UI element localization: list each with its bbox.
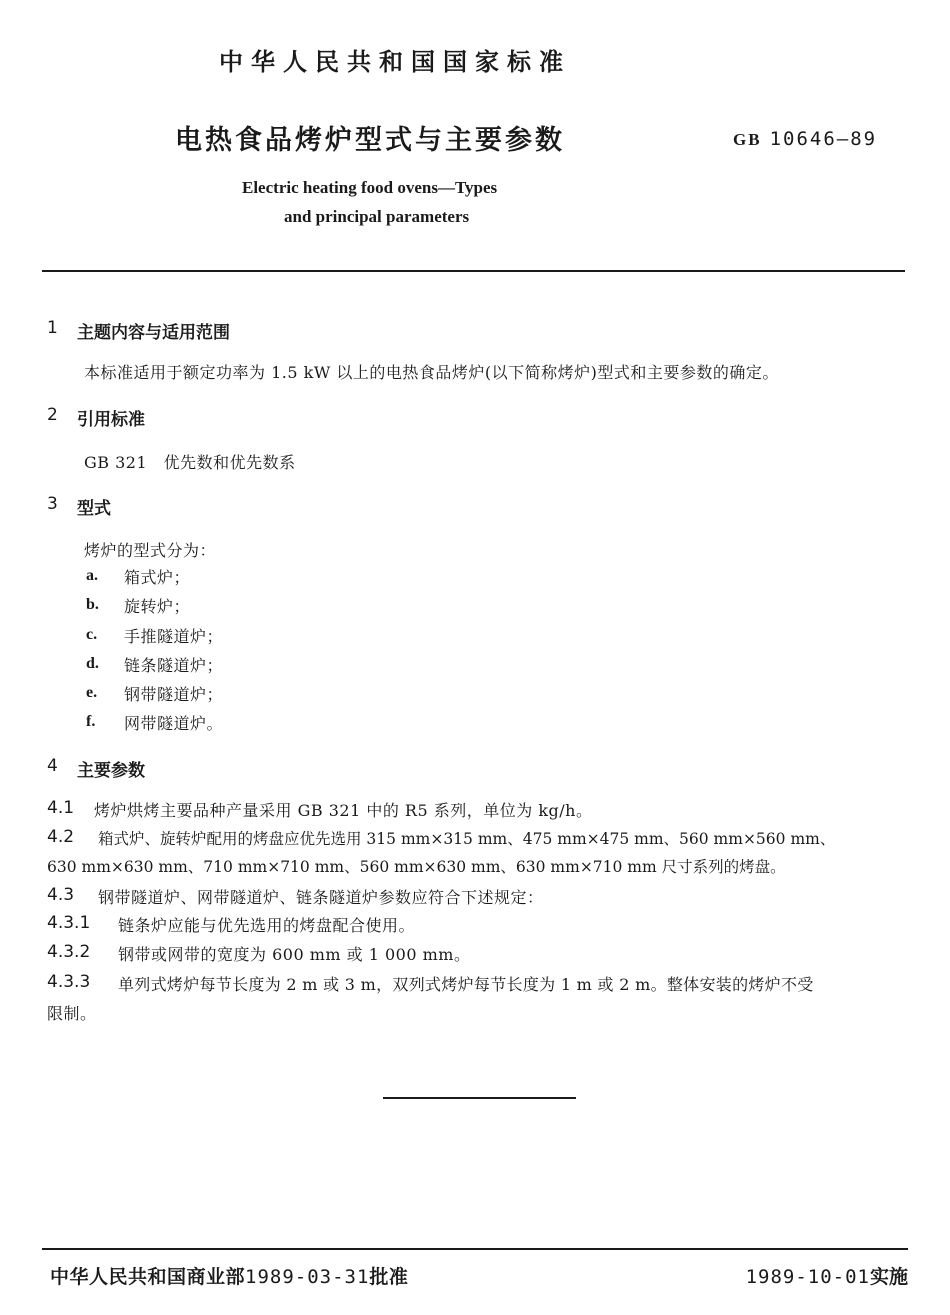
clause-number: 4.3.1	[47, 913, 91, 933]
type-item-letter: a.	[86, 567, 98, 584]
approval-line	[50, 1262, 408, 1289]
type-item-letter: d.	[86, 655, 99, 672]
section-3-number: 3	[47, 494, 58, 514]
header-divider	[42, 270, 905, 272]
document-title-en-line2: and principal parameters	[284, 207, 470, 226]
type-item-text: 网带隧道炉。	[124, 714, 224, 733]
type-item-letter: c.	[86, 626, 98, 643]
document-title-cn: 电热食品烤炉型式与主要参数	[175, 125, 565, 156]
clause-text: 箱式炉、旋转炉配用的烤盘应优先选用 315 mm×315 mm、475 mm×475 mm、560 mm×560 mm、	[98, 830, 836, 848]
standard-prefix: GB	[733, 130, 762, 149]
document-title-en-line1: Electric heating food ovens—Types	[242, 178, 498, 197]
clause-number: 4.3	[47, 885, 75, 905]
type-item-letter: f.	[86, 713, 96, 730]
approval-label: 批准	[369, 1266, 409, 1288]
clause-number: 4.3.3	[47, 972, 91, 992]
section-3-title: 型式	[77, 499, 111, 519]
clause-text: 链条炉应能与优先选用的烤盘配合使用。	[118, 916, 416, 935]
end-rule	[383, 1097, 576, 1099]
type-item-letter: e.	[86, 684, 98, 701]
clause-number: 4.1	[47, 798, 75, 818]
type-item-text: 链条隧道炉；	[124, 656, 224, 675]
clause-text: 钢带隧道炉、网带隧道炉、链条隧道炉参数应符合下述规定：	[98, 888, 544, 907]
clause-text: 烤炉烘烤主要品种产量采用 GB 321 中的 R5 系列，单位为 kg/h。	[94, 801, 593, 820]
implementation-date: 1989-10-01	[745, 1266, 870, 1288]
section-1-text: 本标准适用于额定功率为 1.5 kW 以上的电热食品烤炉(以下简称烤炉)型式和主要参数的确定。	[84, 363, 779, 382]
implementation-line	[746, 1262, 908, 1289]
section-1-title: 主题内容与适用范围	[77, 323, 230, 343]
type-item-text: 手推隧道炉；	[124, 627, 224, 646]
section-2-number: 2	[47, 405, 58, 425]
clause-text-continued: 630 mm×630 mm、710 mm×710 mm、560 mm×630 mm、630 mm×710 mm 尺寸系列的烤盘。	[47, 858, 786, 876]
approval-date: 1989-03-31	[245, 1266, 370, 1288]
section-4-number: 4	[47, 756, 58, 776]
section-3-intro: 烤炉的型式分为：	[84, 541, 217, 560]
section-4-title: 主要参数	[77, 761, 145, 781]
type-item-text: 旋转炉；	[124, 597, 191, 616]
implementation-label: 实施	[869, 1266, 908, 1288]
clause-number: 4.2	[47, 827, 75, 847]
section-1-number: 1	[47, 318, 58, 338]
footer-divider	[42, 1248, 908, 1250]
issuer: 中华人民共和国商业部	[50, 1266, 246, 1288]
standard-number	[733, 128, 877, 150]
section-2-title: 引用标准	[77, 410, 145, 430]
type-item-letter: b.	[86, 596, 99, 613]
clause-text: 单列式烤炉每节长度为 2 m 或 3 m，双列式烤炉每节长度为 1 m 或 2 m。整体安装的烤炉不受	[118, 975, 814, 994]
clause-text: 钢带或网带的宽度为 600 mm 或 1 000 mm。	[118, 945, 471, 964]
standard-type-heading: 中华人民共和国国家标准	[219, 48, 571, 76]
clause-text-continued: 限制。	[47, 1004, 97, 1023]
standard-code: 10646—89	[769, 128, 878, 150]
type-item-text: 钢带隧道炉；	[124, 685, 224, 704]
type-item-text: 箱式炉；	[124, 568, 191, 587]
section-2-text: GB 321 优先数和优先数系	[84, 453, 296, 472]
clause-number: 4.3.2	[47, 942, 91, 962]
